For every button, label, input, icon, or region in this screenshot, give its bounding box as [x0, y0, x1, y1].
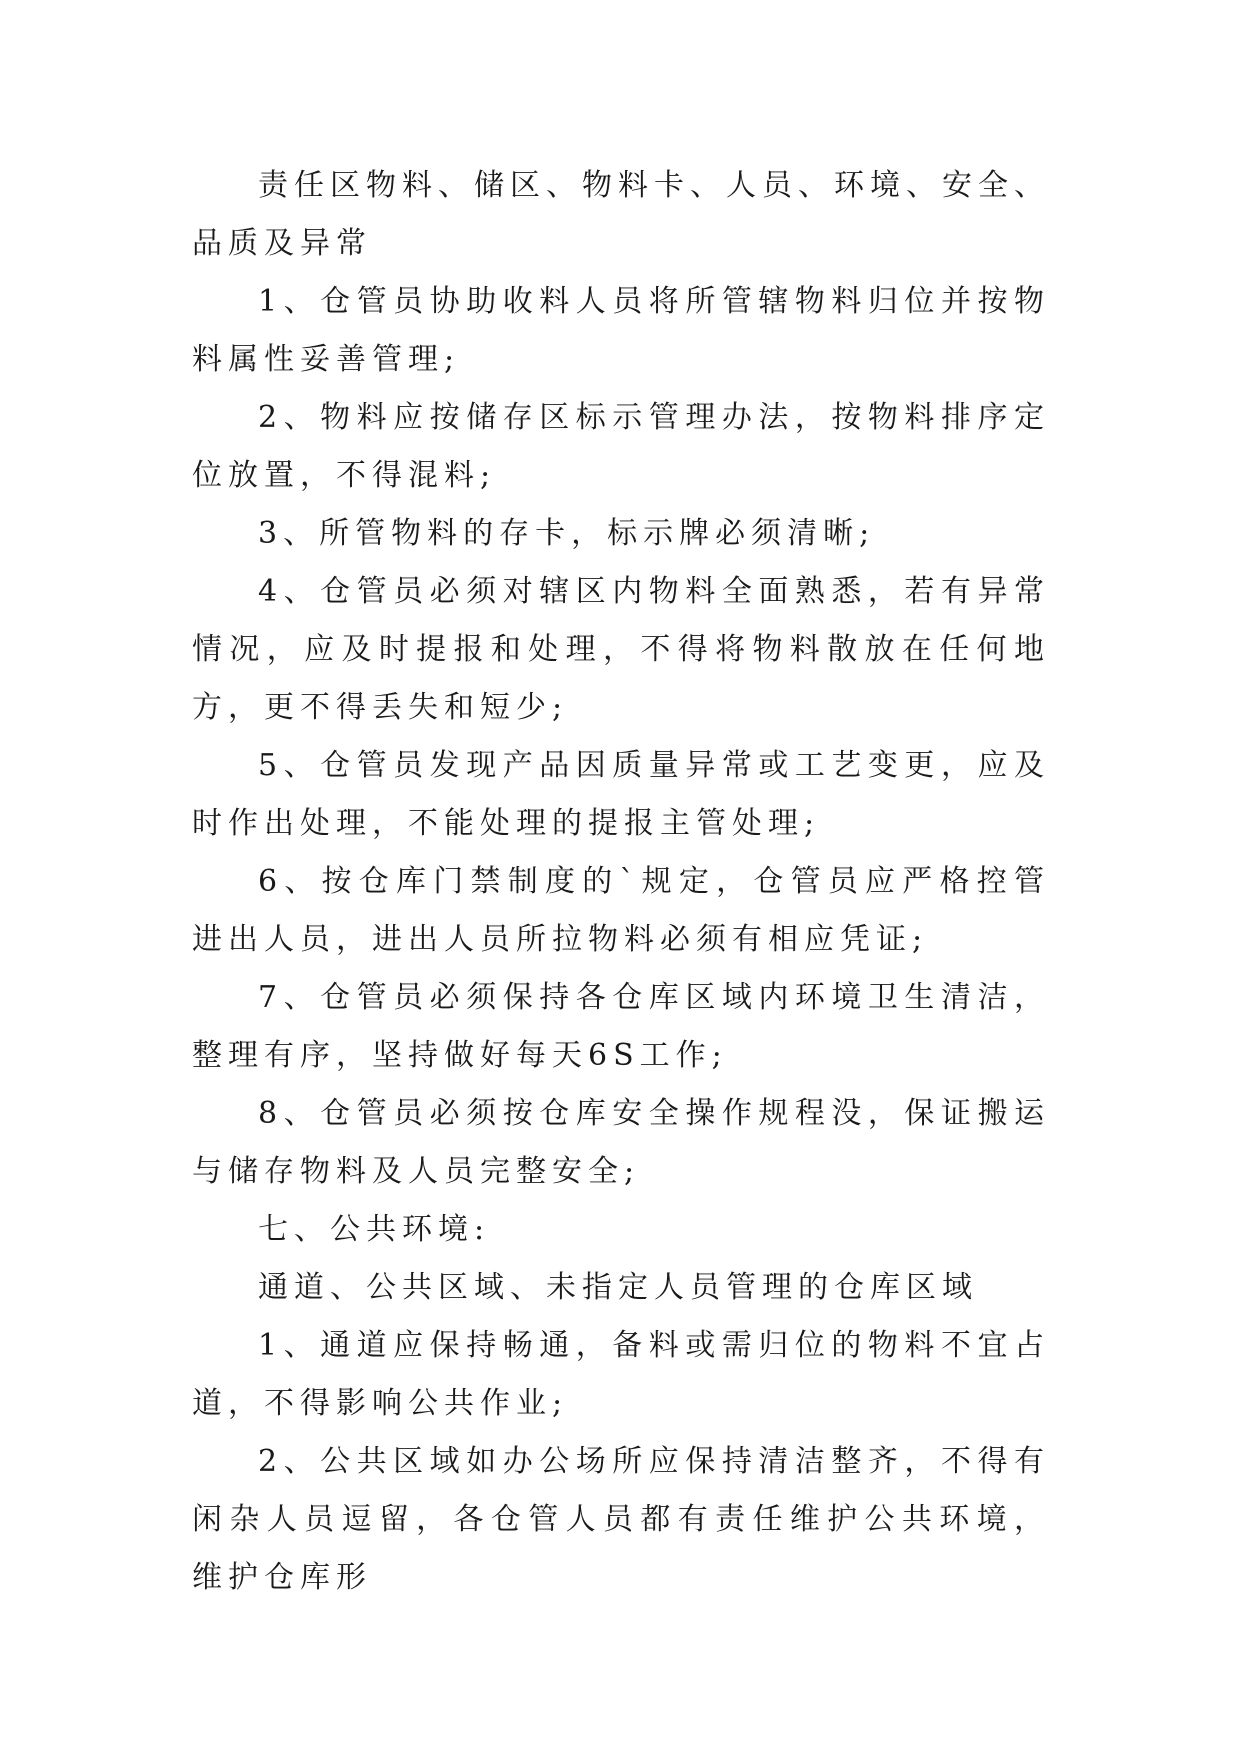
paragraph-responsibility-scope: 责任区物料、储区、物料卡、人员、环境、安全、品质及异常 [192, 168, 1050, 261]
paragraph-item-6: 6、按仓库门禁制度的`规定，仓管员应严格控管进出人员，进出人员所拉物料必须有相应凭证; [192, 864, 1050, 957]
paragraph-item-1: 1、仓管员协助收料人员将所管辖物料归位并按物料属性妥善管理; [192, 284, 1050, 377]
paragraph-item-7: 7、仓管员必须保持各仓库区域内环境卫生清洁，整理有序，坚持做好每天6S工作; [192, 980, 1050, 1073]
section-heading-public-environment: 七、公共环境: [258, 1212, 491, 1247]
paragraph-public-item-1: 1、通道应保持畅通，备料或需归位的物料不宜占道，不得影响公共作业; [192, 1328, 1050, 1421]
paragraph-public-scope: 通道、公共区域、未指定人员管理的仓库区域 [258, 1270, 978, 1305]
paragraph-item-3: 3、所管物料的存卡，标示牌必须清晰; [258, 516, 876, 551]
paragraph-item-4: 4、仓管员必须对辖区内物料全面熟悉，若有异常情况，应及时提报和处理，不得将物料散放在任何地方，更不得丢失和短少; [192, 574, 1050, 725]
paragraph-item-2: 2、物料应按储存区标示管理办法，按物料排序定位放置，不得混料; [192, 400, 1050, 493]
paragraph-item-8: 8、仓管员必须按仓库安全操作规程没，保证搬运与储存物料及人员完整安全; [192, 1096, 1050, 1189]
document-body [192, 157, 1050, 1607]
paragraph-item-5: 5、仓管员发现产品因质量异常或工艺变更，应及时作出处理，不能处理的提报主管处理; [192, 748, 1050, 841]
paragraph-public-item-2: 2、公共区域如办公场所应保持清洁整齐，不得有闲杂人员逗留，各仓管人员都有责任维护公共环境，维护仓库形 [192, 1444, 1050, 1595]
